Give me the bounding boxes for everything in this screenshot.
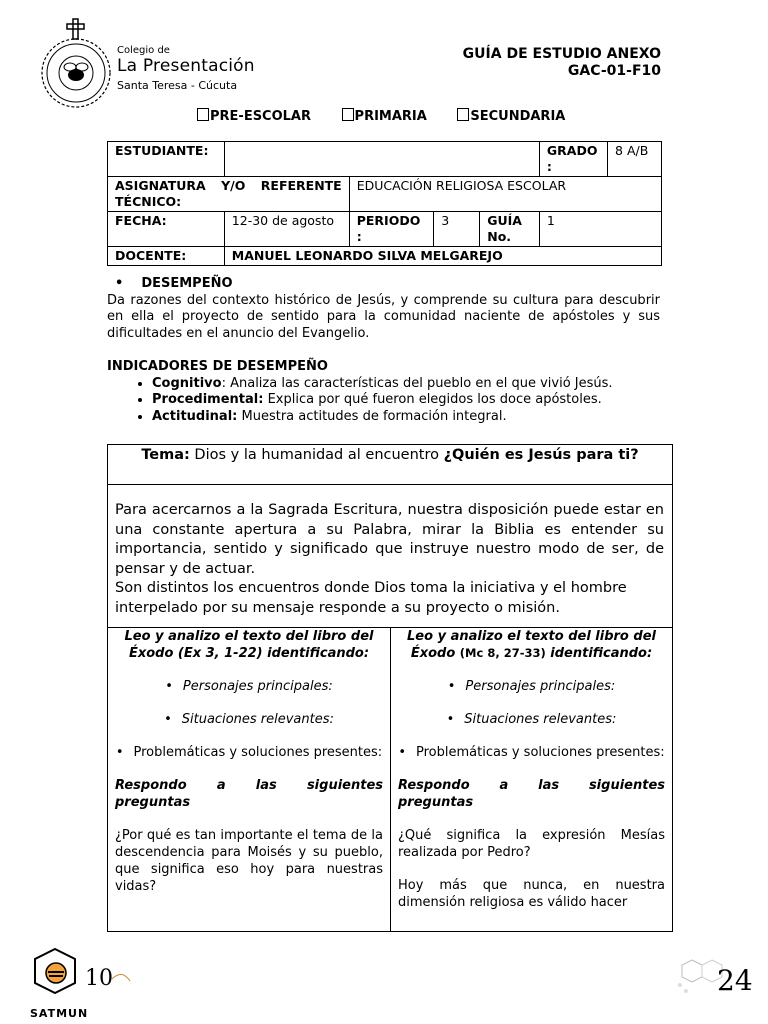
right-column [390,628,672,932]
right-question-1: ¿Qué significa la expresión Mesías realizada por Pedro? [398,828,665,860]
tema-row [108,445,672,485]
tema-text: Dios y la humanidad al encuentro [194,447,439,463]
right-heading-ref: (Mc 8, 27-33) [459,646,546,660]
guia-value: 1 [539,212,661,247]
hexagon-bee-icon [30,945,140,1005]
right-respondo-2: preguntas [398,795,474,810]
checkbox-icon [457,108,469,121]
right-item-situaciones: • Situaciones relevantes: [398,711,665,728]
level-secundaria[interactable]: SECUNDARIA [457,109,565,124]
guide-code: GAC-01-F10 [567,63,661,79]
left-item-personajes: • Personajes principales: [115,678,383,695]
grado-label: GRADO : [539,142,607,177]
left-respondo-2: preguntas [115,795,191,810]
right-question-2: Hoy más que nunca, en nuestra dimensión religiosa es válido hacer [398,878,665,910]
guide-title [463,46,661,80]
guia-label: GUÍA No. [480,212,540,247]
estudiante-field[interactable] [224,142,539,177]
checkbox-icon [197,108,209,121]
satmun-logo [30,945,140,1020]
indicador-cognitivo: • Cognitivo: Analiza las características del pueblo en el que vivió Jesús. [152,376,660,393]
intro-text [108,485,672,628]
student-info-table [107,141,662,266]
checkbox-icon [342,108,354,121]
docente-label: DOCENTE: [108,247,225,266]
satmun-text: SATMUN [30,1007,89,1020]
tema-label: Tema: [141,447,190,463]
left-item-problematicas: • Problemáticas y soluciones presentes: [115,744,383,761]
activity-columns [108,628,672,932]
right-item-problematicas: • Problemáticas y soluciones presentes: [398,744,665,761]
periodo-label: PERIODO : [349,212,434,247]
tema-box [107,444,673,932]
school-location: Santa Teresa - Cúcuta [117,79,238,92]
asignatura-label: ASIGNATURA Y/O REFERENTE TÉCNICO: [108,177,350,212]
docente-value: MANUEL LEONARDO SILVA MELGAREJO [224,247,661,266]
school-name: La Presentación [117,56,255,76]
fecha-label: FECHA: [108,212,225,247]
fecha-value: 12-30 de agosto [224,212,349,247]
desempeno-heading: • DESEMPEÑO [115,276,660,293]
year-mark: 24 [717,964,753,997]
indicador-actitudinal: • Actitudinal: Muestra actitudes de formación integral. [152,409,660,426]
education-levels [197,108,591,124]
desempeno-section [107,276,660,342]
left-column [108,628,390,932]
intro-paragraph-2: Son distintos los encuentros donde Dios toma la iniciativa y el hombre interpelado por su mensaje responde a su proyecto o misión. [115,580,627,616]
left-item-situaciones: • Situaciones relevantes: [115,711,383,728]
hexagon-decoration [672,955,757,1015]
left-question-1: ¿Por qué es tan importante el tema de la descendencia para Moisés y su pueblo, que significa eso hoy para nuestras vidas? [115,828,383,894]
periodo-value: 3 [434,212,480,247]
level-primaria[interactable]: PRIMARIA [342,109,427,124]
indicadores-heading: INDICADORES DE DESEMPEÑO [107,359,328,374]
estudiante-label: ESTUDIANTE: [108,142,225,177]
left-column-heading: Leo y analizo el texto del libro del Éxodo (Ex 3, 1-22) identificando: [124,629,374,661]
indicadores-list [107,376,660,426]
tema-question: ¿Quién es Jesús para ti? [443,447,639,463]
asignatura-value: EDUCACIÓN RELIGIOSA ESCOLAR [349,177,661,212]
desempeno-text: Da razones del contexto histórico de Jesús, y comprende su cultura para descubrir en ella el proyecto de sentido para la comunidad naciente de apóstoles y sus dificultades en el anuncio del Evangelio. [107,292,660,341]
indicador-procedimental: • Procedimental: Explica por qué fueron elegidos los doce apóstoles. [152,392,660,409]
indicadores-section [107,359,660,425]
guide-title-text: GUÍA DE ESTUDIO ANEXO [462,46,661,62]
intro-paragraph-1: Para acercarnos a la Sagrada Escritura, nuestra disposición puede estar en una constante apertura a su Palabra, mirar la Biblia es entender su importancia, sentido y significado que instruye nuestro modo de ser, de pensar y de actuar. [115,502,664,577]
right-column-heading: Leo y analizo el texto del libro del Éxodo (Mc 8, 27-33) identificando: [407,629,656,661]
svg-text:10: 10 [85,966,113,991]
level-preescolar[interactable]: PRE-ESCOLAR [197,109,311,124]
grado-value: 8 A/B [608,142,662,177]
right-respondo: Respondo a las siguientes [398,778,665,793]
right-item-personajes: • Personajes principales: [398,678,665,695]
school-name-prefix: Colegio de [117,45,170,56]
left-respondo: Respondo a las siguientes [115,778,383,793]
